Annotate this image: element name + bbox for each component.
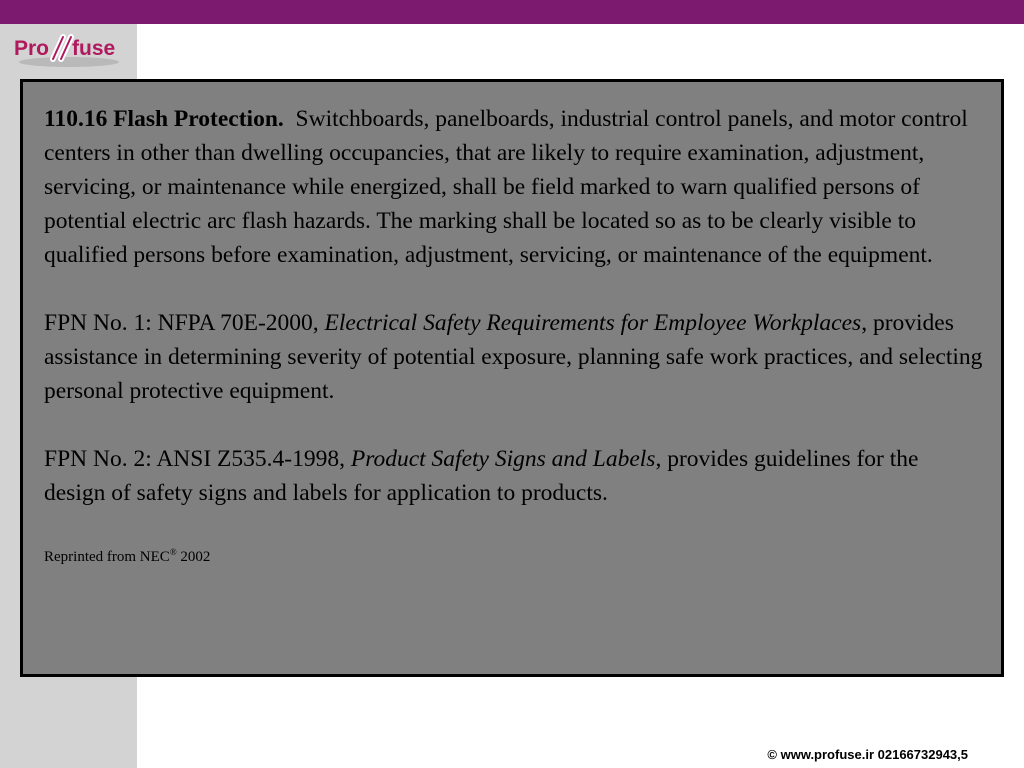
- profuse-logo-graphic: [12, 32, 124, 70]
- reprint-note: [44, 548, 984, 566]
- paragraph-gap: [44, 408, 984, 442]
- footer-copyright: © www.profuse.ir 02166732943,5: [767, 747, 968, 762]
- logo-text-fuse: fuse: [72, 37, 116, 60]
- reprint-year: 2002: [176, 549, 211, 565]
- profuse-logo: [12, 32, 124, 70]
- fpn1-paragraph: [44, 306, 984, 408]
- fpn2-title: Product Safety Signs and Labels: [350, 446, 656, 472]
- content-text: [44, 102, 984, 566]
- paragraph-gap: [44, 272, 984, 306]
- fpn1-rest: , provides assistance in determining severity of potential exposure, planning safe work practices, and selecting personal protective equipment.: [44, 310, 983, 404]
- fpn1-prefix: FPN No. 1: NFPA 70E-2000,: [44, 310, 325, 336]
- top-bar: [0, 0, 1024, 24]
- registered-mark: ®: [169, 547, 177, 557]
- fuse-icon: [53, 37, 71, 59]
- content-panel: [20, 79, 1004, 677]
- fpn2-paragraph: [44, 442, 984, 510]
- section-body: Switchboards, panelboards, industrial control panels, and motor control centers in other than dwelling occupancies, that are likely to require examination, adjustment, servicing, or maintenance while energized, shall be field marked to warn qualified persons of potential electric arc flash hazards. The marking shall be located so as to be clearly visible to qualified persons before examination, adjustment, servicing, or maintenance of the equipment.: [44, 106, 968, 268]
- section-heading: 110.16 Flash Protection.: [44, 106, 284, 132]
- logo-text-pro: Pro: [14, 37, 50, 60]
- section-paragraph: [44, 102, 984, 272]
- fpn1-title: Electrical Safety Requirements for Employee Workplaces: [324, 310, 862, 336]
- reprint-prefix: Reprinted from NEC: [44, 549, 170, 565]
- fpn2-rest: , provides guidelines for the design of safety signs and labels for application to products.: [44, 446, 919, 506]
- fpn2-prefix: FPN No. 2: ANSI Z535.4-1998,: [44, 446, 351, 472]
